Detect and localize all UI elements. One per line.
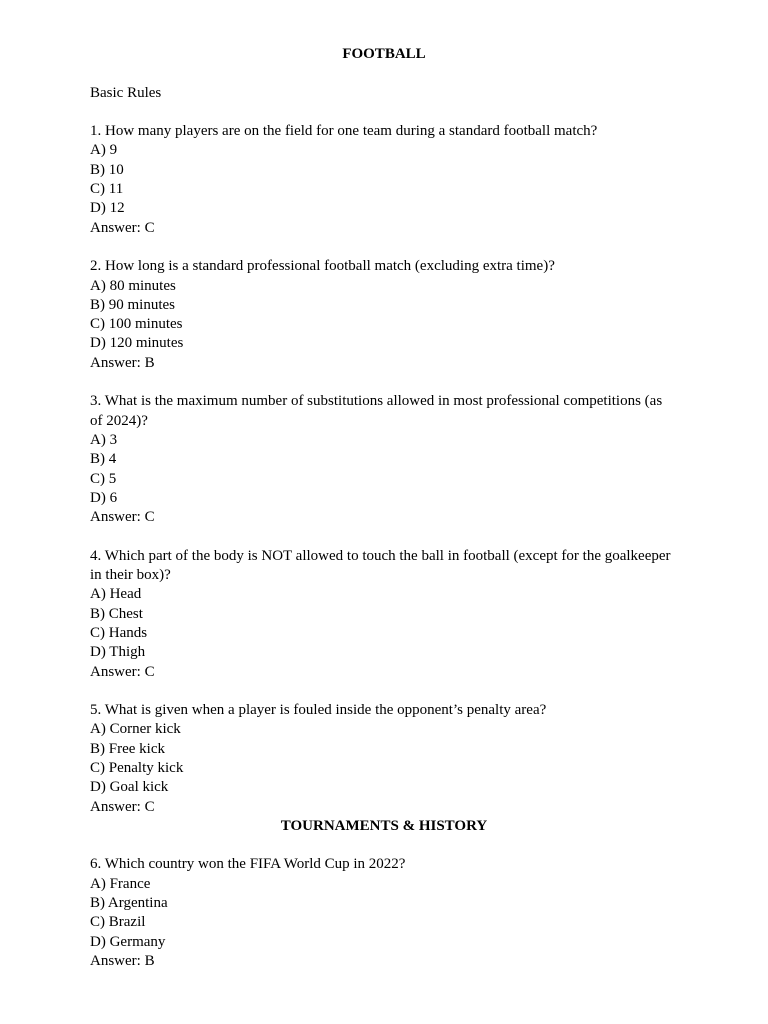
section-heading-basic-rules: Basic Rules bbox=[90, 84, 162, 101]
answer-text: Answer: C bbox=[90, 798, 155, 815]
question-block bbox=[90, 547, 768, 682]
answer-text: Answer: B bbox=[90, 952, 155, 969]
option-b: B) Free kick bbox=[90, 740, 165, 757]
option-c: C) Brazil bbox=[90, 914, 146, 931]
question-block bbox=[90, 392, 768, 527]
option-d: D) 120 minutes bbox=[90, 335, 184, 352]
option-c: C) Hands bbox=[90, 624, 148, 641]
spacer bbox=[90, 836, 768, 855]
option-b: B) Chest bbox=[90, 605, 143, 622]
option-d: D) Thigh bbox=[90, 644, 146, 661]
document-title: FOOTBALL bbox=[342, 46, 426, 62]
spacer bbox=[90, 103, 768, 122]
option-d: D) Goal kick bbox=[90, 779, 169, 796]
question-block bbox=[90, 855, 768, 971]
option-d: D) 12 bbox=[90, 200, 125, 217]
section-heading-tournaments: TOURNAMENTS & HISTORY bbox=[280, 817, 488, 834]
question-text: 1. How many players are on the field for one team during a standard football match? bbox=[90, 123, 598, 140]
option-a: A) France bbox=[90, 875, 151, 892]
question-text: 4. Which part of the body is NOT allowed to touch the ball in football (except for the goalkeeper in their box)? bbox=[90, 547, 671, 584]
question-text: 3. What is the maximum number of substitutions allowed in most professional competitions (as of 2024)? bbox=[90, 393, 663, 429]
question-text: 2. How long is a standard professional football match (excluding extra time)? bbox=[90, 258, 555, 275]
spacer bbox=[90, 238, 768, 257]
option-b: B) 4 bbox=[90, 451, 117, 468]
option-c: C) 100 minutes bbox=[90, 316, 183, 333]
spacer bbox=[90, 373, 768, 392]
option-c: C) 11 bbox=[90, 181, 124, 198]
spacer bbox=[90, 64, 768, 83]
question-text: 6. Which country won the FIFA World Cup in 2022? bbox=[90, 856, 406, 873]
answer-text: Answer: C bbox=[90, 509, 155, 526]
option-b: B) 90 minutes bbox=[90, 296, 175, 313]
question-block bbox=[90, 701, 768, 817]
question-text: 5. What is given when a player is fouled inside the opponent’s penalty area? bbox=[90, 702, 547, 719]
option-c: C) 5 bbox=[90, 470, 117, 487]
option-a: A) Corner kick bbox=[90, 721, 181, 738]
option-c: C) Penalty kick bbox=[90, 759, 184, 776]
question-block bbox=[90, 257, 768, 373]
question-block bbox=[90, 122, 768, 238]
answer-text: Answer: C bbox=[90, 663, 155, 680]
option-a: A) 80 minutes bbox=[90, 277, 176, 294]
answer-text: Answer: C bbox=[90, 219, 155, 236]
option-a: A) 9 bbox=[90, 142, 118, 159]
option-a: A) 3 bbox=[90, 431, 118, 448]
option-d: D) Germany bbox=[90, 933, 166, 950]
spacer bbox=[90, 527, 768, 546]
option-b: B) 10 bbox=[90, 161, 124, 178]
option-d: D) 6 bbox=[90, 489, 118, 506]
answer-text: Answer: B bbox=[90, 354, 155, 371]
option-b: B) Argentina bbox=[90, 895, 168, 912]
spacer bbox=[90, 682, 768, 701]
option-a: A) Head bbox=[90, 586, 142, 603]
